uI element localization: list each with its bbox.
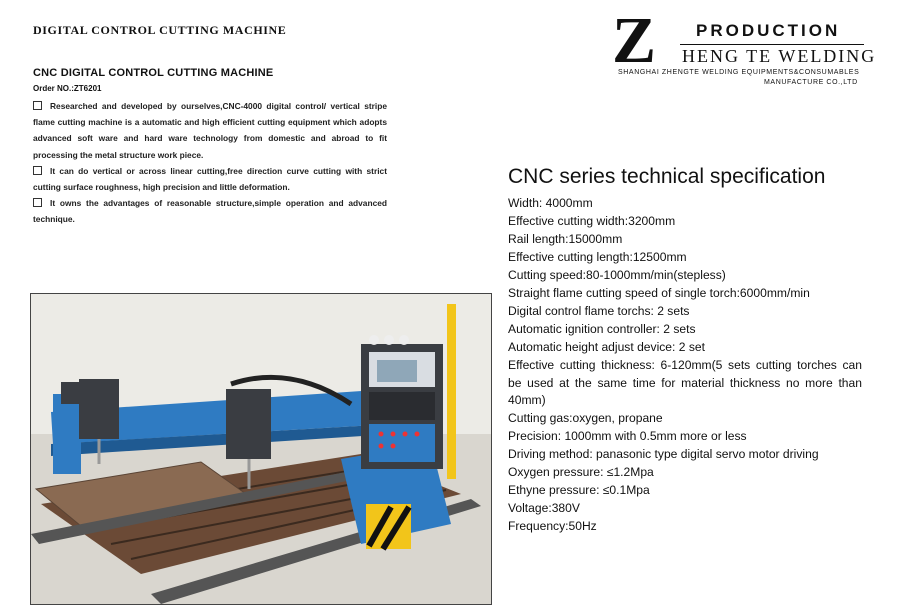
- spec-item: Straight flame cutting speed of single torch:6000mm/min: [508, 285, 810, 300]
- logo-subtitle: SHANGHAI ZHENGTE WELDING EQUIPMENTS&CONSUMABLES: [618, 69, 860, 76]
- spec-item: Rail length:15000mm: [508, 231, 623, 246]
- intro-heading: CNC DIGITAL CONTROL CUTTING MACHINE: [33, 67, 274, 79]
- intro-body: [33, 98, 387, 228]
- intro-paragraph: Researched and developed by ourselves,CNC-4000 digital control/ vertical stripe flame cutting machine is a automatic and high efficient cutting equipment which adopts advanced soft ware and hard ware technology from domestic and abroad to fit processing the metal structure work piece.: [33, 101, 387, 160]
- spec-item: Frequency:50Hz: [508, 519, 597, 534]
- logo-rule: [680, 44, 864, 45]
- spec-item: Driving method: panasonic type digital servo motor driving: [508, 447, 819, 462]
- cutting-machine-illustration: [31, 294, 491, 604]
- logo-subtitle-2: MANUFACTURE CO.,LTD: [764, 79, 858, 86]
- spec-item: Ethyne pressure: ≤0.1Mpa: [508, 483, 650, 498]
- spec-item: Effective cutting length:12500mm: [508, 249, 687, 264]
- spec-item: Automatic ignition controller: 2 sets: [508, 321, 696, 336]
- checkbox-icon: [33, 198, 42, 207]
- machine-photo: [30, 293, 492, 605]
- order-number: Order NO.:ZT6201: [33, 84, 102, 93]
- spec-item: Cutting gas:oxygen, propane: [508, 411, 663, 426]
- spec-item: Precision: 1000mm with 0.5mm more or less: [508, 429, 747, 444]
- spec-item: Width: 4000mm: [508, 196, 593, 210]
- spec-item: Cutting speed:80-1000mm/min(stepless): [508, 267, 726, 282]
- spec-item: Effective cutting thickness: 6-120mm(5 sets cutting torches can be used at the same time for material thickness no more than 40mm): [508, 357, 862, 408]
- intro-paragraph: It owns the advantages of reasonable structure,simple operation and advanced technique.: [33, 198, 387, 225]
- spec-item: Automatic height adjust device: 2 set: [508, 339, 705, 354]
- spec-item: Voltage:380V: [508, 501, 580, 516]
- logo-company-name: HENG TE WELDING: [682, 46, 877, 66]
- logo-letter: Z: [612, 4, 657, 77]
- logo-production: PRODUCTION: [696, 21, 841, 40]
- intro-paragraph: It can do vertical or across linear cutting,free direction curve cutting with strict cutting surface roughness, high precision and little deformation.: [33, 165, 387, 193]
- spec-title: CNC series technical specification: [508, 165, 826, 188]
- spec-item: Oxygen pressure: ≤1.2Mpa: [508, 465, 654, 480]
- spec-item: Effective cutting width:3200mm: [508, 213, 676, 228]
- checkbox-icon: [33, 101, 42, 110]
- page-title: DIGITAL CONTROL CUTTING MACHINE: [33, 23, 287, 37]
- checkbox-icon: [33, 166, 42, 175]
- spec-list: [508, 195, 862, 536]
- spec-item: Digital control flame torchs: 2 sets: [508, 303, 690, 318]
